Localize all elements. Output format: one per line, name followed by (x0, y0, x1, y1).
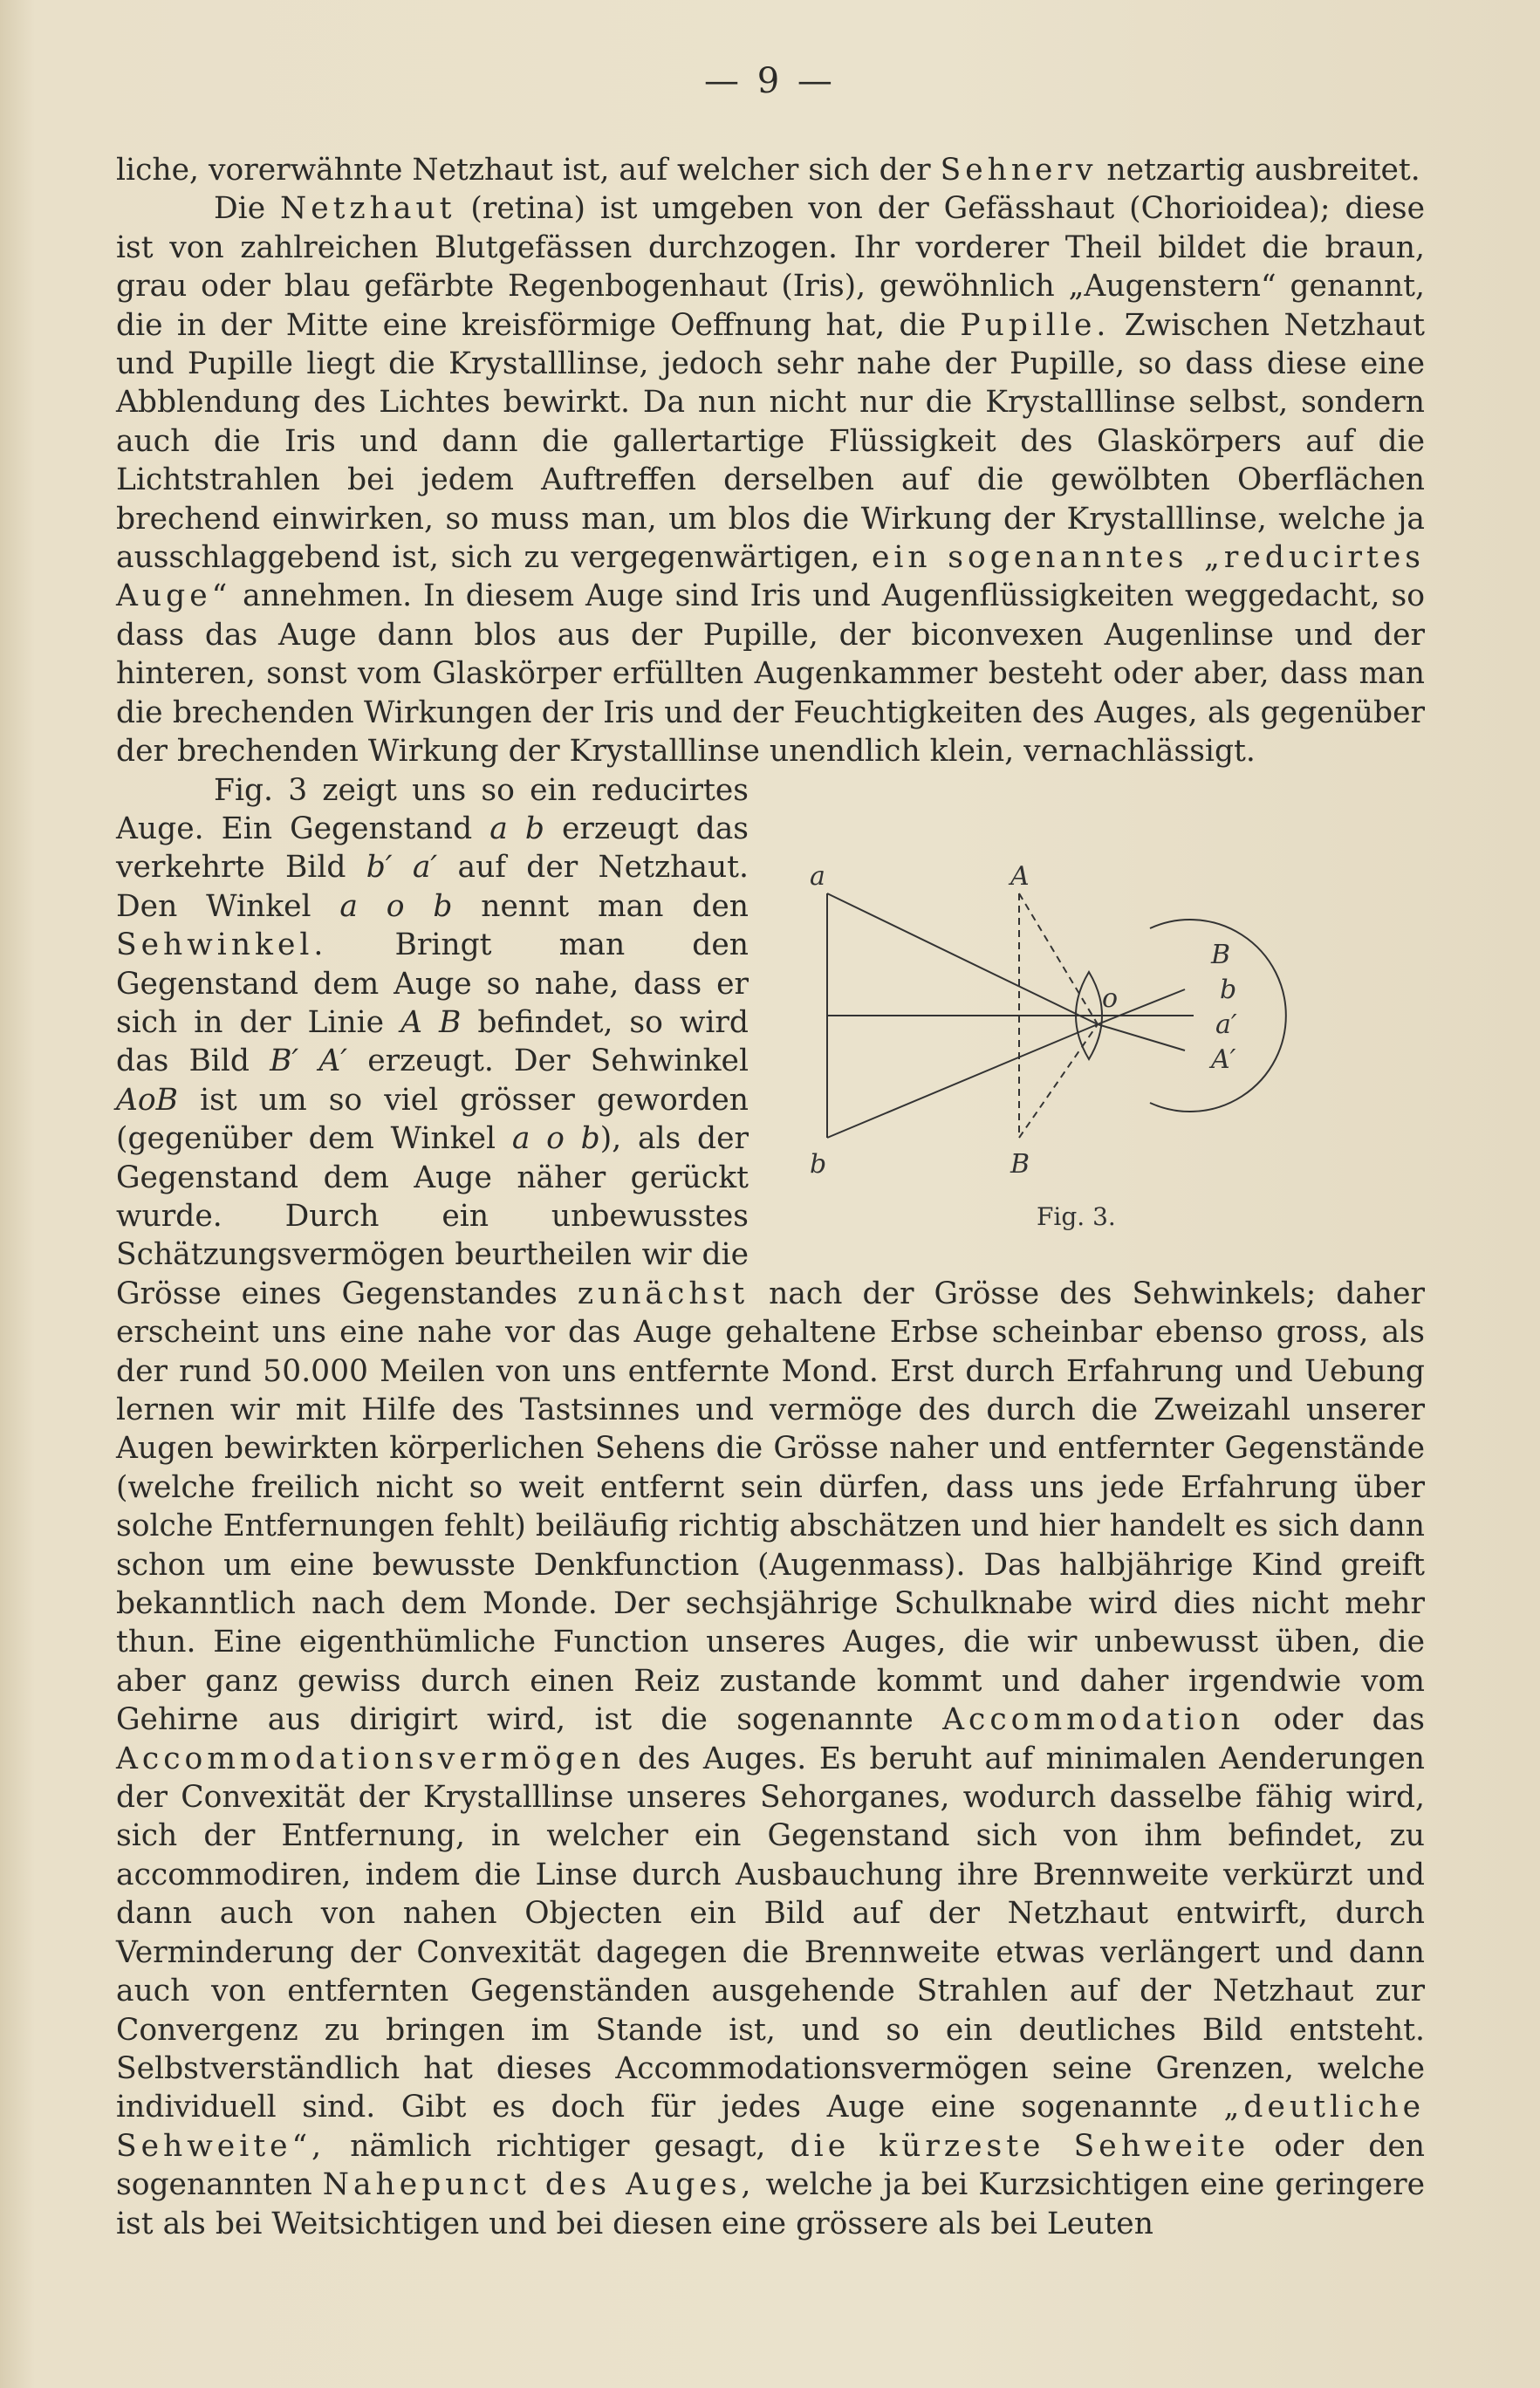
text-run: erzeugt. Der Sehwinkel (347, 1043, 749, 1079)
math-term: A B (400, 1004, 462, 1040)
spaced-term: Accommodationsvermögen (116, 1741, 626, 1776)
text-run: befindet, so wird das Bild (116, 1004, 749, 1079)
text-run: Fig. 3 zeigt uns so ein reducirtes Auge. Ein Gegenstand (116, 772, 749, 846)
fig-label-Bp: B (1211, 939, 1231, 970)
spaced-term: zunächst (577, 1276, 749, 1311)
spaced-term: Nahepunct des Auges, (322, 2167, 756, 2203)
text-run: (retina) ist umgeben von der Gefässhaut (Chorioidea); diese ist von zahlreichen Blutgefässen durchzogen. Ihr vorderer Theil bildet die braun, grau oder blau gefärbte Regenbogenhaut (Iris), gewöhnlich „Augenstern“ genannt, die in der Mitte eine kreisförmige Oeffnung hat, die (116, 191, 1426, 343)
spaced-term: „deutliche Sehweite“, (116, 2090, 1425, 2164)
text-run: Die (214, 191, 281, 227)
spaced-term: Accommodation (942, 1702, 1245, 1738)
math-term: a b (489, 811, 544, 846)
paragraph-1 (116, 151, 1425, 189)
ray-b (827, 1024, 1098, 1138)
fig-label-b: b (810, 1148, 827, 1180)
text-run: des Auges. Es beruht auf minimalen Aenderungen der Convexität der Krystalllinse unseres Sehorganes, wodurch dasselbe fähig wird, sich der Entfernung, in welcher ein Gegenstand sich von ihm befindet, zu accommodiren, indem die Linse durch Ausbauchung ihre Brennweite verkürzt und dann auch von nahen Objecten ein Bild auf der Netzhaut entwirft, durch Verminderung der Convexität dagegen die Brennweite etwas verlängert und dann auch von entfernten Gegenständen ausgehende Strahlen auf der Netzhaut zur Convergenz zu bringen im Stande ist, und so ein deutliches Bild entsteht. Selbstverständlich hat dieses Accommodationsvermögen seine Grenzen, welche individuell sind. Gibt es doch für jedes Auge eine sogenannte (116, 1741, 1425, 2125)
spaced-term: Sehwinkel. (116, 927, 328, 963)
math-term: B′ A′ (270, 1043, 348, 1079)
fig-label-Ap: A′ (1211, 1043, 1236, 1075)
text-run: welche ja bei Kurzsichtigen eine geringere ist als bei Weitsichtigen und bei diesen eine grössere als bei Leuten (116, 2167, 1425, 2241)
reduced-eye-diagram (775, 771, 1425, 1269)
text-run: liche, vorerwähnte Netzhaut ist, auf welcher sich der (116, 153, 941, 188)
text-run: erzeugt das verkehrte Bild (116, 811, 749, 886)
paragraph-3 (116, 771, 1425, 2243)
fig-label-o: o (1102, 982, 1119, 1014)
spaced-term: ein sogenanntes „reducirtes Auge“ (116, 540, 1425, 614)
text-run: oder den sogenannten (116, 2128, 1426, 2203)
fig-label-a: a (810, 860, 825, 892)
spaced-term: Pupille. (960, 307, 1111, 343)
ray-a (827, 893, 1098, 1024)
spaced-term: Sehnerv (940, 153, 1098, 188)
text-run: nennt man den (452, 888, 749, 924)
fig-label-B: B (1010, 1148, 1030, 1180)
text-run: oder das (1244, 1702, 1425, 1738)
paragraph-2 (116, 189, 1425, 770)
text-run: ist um so viel grösser geworden (gegenüber dem Winkel (116, 1082, 749, 1157)
spaced-term: Netzhaut (280, 191, 456, 227)
text-run: netzartig ausbreitet. (1097, 153, 1420, 188)
math-term: a o b (511, 1121, 600, 1157)
page-number: — 9 — (704, 61, 836, 101)
text-block-top (116, 151, 1425, 2243)
fig-label-bp: b (1220, 974, 1237, 1005)
math-term: AoB (116, 1082, 179, 1118)
spaced-term: die kürzeste Sehweite (790, 2128, 1250, 2164)
text-run: nämlich richtiger gesagt, (325, 2128, 791, 2164)
math-term: b′ a′ (366, 850, 438, 886)
text-run: nach der Grösse des Sehwinkels; daher erscheint uns eine nahe vor das Auge gehaltene Erbse scheinbar ebenso gross, als der rund 50.000 Meilen von uns entfernte Mond. Erst durch Erfahrung und Uebung lernen wir mit Hilfe des Tastsinnes und vermöge des durch die Zweizahl unserer Augen bewirkten körperlichen Sehens die Grösse naher und entfernter Gegenstände (welche freilich nicht so weit entfernt sein dürfen, dass uns jede Erfahrung über solche Entfernungen fehlt) beiläufig richtig abschätzen und hier handelt es sich dann schon um eine bewusste Denkfunction (Augenmass). Das halbjährige Kind greift bekanntlich nach dem Monde. Der sechsjährige Schulknabe wird dies nicht mehr thun. Eine eigenthümliche Function unseres Auges, die wir unbewusst üben, die aber ganz gewiss durch einen Reiz zustande kommt und daher irgendwie vom Gehirne aus dirigirt wird, ist die sogenannte (116, 1276, 1426, 1738)
fig-label-ap: a′ (1215, 1009, 1237, 1040)
text-run: annehmen. In diesem Auge sind Iris und Augenflüssigkeiten weggedacht, so dass das Auge dann blos aus der Pupille, der biconvexen Augenlinse und der hinteren, sonst vom Glaskörper erfüllten Augenkammer besteht oder aber, dass man die brechenden Wirkungen der Iris und der Feuchtigkeiten des Auges, als gegenüber der brechenden Wirkung der Krystalllinse unendlich klein, vernachlässigt. (116, 578, 1425, 770)
image-ray-2 (1098, 1024, 1185, 1050)
text-run: ), als der Gegenstand dem Auge näher gerückt wurde. Durch ein unbewusstes Schätzungsvermögen beurtheilen wir die Grösse eines Gegenstandes (116, 1121, 749, 1311)
text-run: Zwischen Netzhaut und Pupille liegt die Krystalllinse, jedoch sehr nahe der Pupille, so dass diese eine Abblendung des Lichtes bewirkt. Da nun nicht nur die Krystalllinse selbst, sondern auch die Iris und dann die gallertartige Flüssigkeit des Glaskörpers auf die Lichtstrahlen bei jedem Auftreffen derselben auf die gewölbten Oberflächen brechend einwirken, so muss man, um blos die Wirkung der Krystalllinse, welche ja ausschlaggebend ist, sich zu vergegenwärtigen, (116, 307, 1425, 576)
fig-label-A: A (1010, 860, 1030, 892)
figure-3 (775, 771, 1425, 1269)
text-run: Bringt man den Gegenstand dem Auge so nahe, dass er sich in der Linie (116, 927, 749, 1040)
figure-caption: Fig. 3. (1037, 1201, 1116, 1231)
math-term: a o b (339, 888, 453, 924)
text-run: auf der Netzhaut. Den Winkel (116, 850, 749, 924)
